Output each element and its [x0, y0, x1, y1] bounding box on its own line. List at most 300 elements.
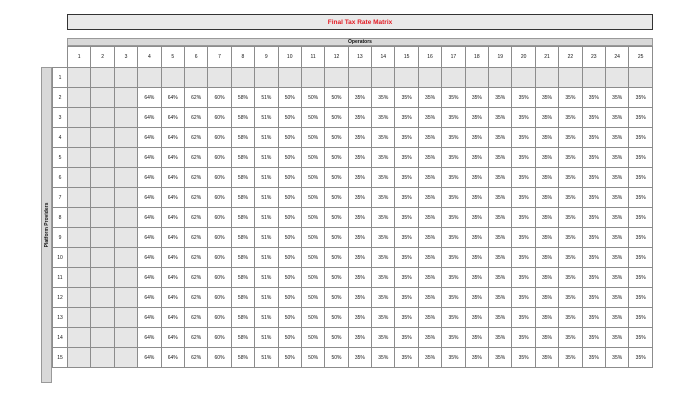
rate-cell: 35%	[582, 108, 605, 128]
rate-cell: 64%	[138, 108, 161, 128]
matrix-body	[53, 68, 653, 368]
matrix-row	[53, 348, 653, 368]
rate-cell: 35%	[395, 348, 418, 368]
rate-cell: 50%	[325, 128, 348, 148]
rate-cell: 35%	[582, 228, 605, 248]
rate-cell: 35%	[582, 288, 605, 308]
empty-cell	[114, 308, 137, 328]
rate-cell: 51%	[255, 248, 278, 268]
rate-cell: 62%	[184, 128, 207, 148]
rate-cell: 35%	[465, 268, 488, 288]
rate-cell: 35%	[559, 168, 582, 188]
rate-cell: 35%	[629, 308, 653, 328]
column-header: 12	[325, 47, 348, 68]
rate-cell: 64%	[138, 228, 161, 248]
rate-cell: 35%	[489, 268, 512, 288]
empty-cell	[68, 248, 91, 268]
rate-cell: 35%	[489, 128, 512, 148]
rate-cell: 58%	[231, 128, 254, 148]
rate-cell: 35%	[395, 188, 418, 208]
rate-cell: 50%	[278, 88, 301, 108]
rate-cell: 35%	[395, 88, 418, 108]
empty-cell	[114, 128, 137, 148]
rate-cell: 58%	[231, 348, 254, 368]
rate-cell: 58%	[231, 308, 254, 328]
empty-cell	[512, 68, 535, 88]
rate-cell: 35%	[465, 188, 488, 208]
title-box	[67, 14, 653, 30]
column-header: 2	[91, 47, 114, 68]
rate-cell: 35%	[442, 188, 465, 208]
rate-cell: 35%	[489, 188, 512, 208]
empty-cell	[114, 208, 137, 228]
rate-cell: 35%	[582, 208, 605, 228]
rate-cell: 35%	[418, 228, 441, 248]
rate-cell: 35%	[395, 148, 418, 168]
rate-cell: 35%	[512, 108, 535, 128]
rate-cell: 35%	[348, 248, 371, 268]
rate-cell: 35%	[442, 228, 465, 248]
rate-cell: 50%	[301, 248, 324, 268]
rate-cell: 50%	[278, 188, 301, 208]
empty-cell	[348, 68, 371, 88]
column-header: 23	[582, 47, 605, 68]
rate-cell: 50%	[278, 148, 301, 168]
rate-cell: 35%	[629, 208, 653, 228]
rate-cell: 35%	[418, 348, 441, 368]
matrix-row	[53, 328, 653, 348]
rate-cell: 64%	[138, 148, 161, 168]
rate-cell: 35%	[512, 88, 535, 108]
empty-cell	[114, 288, 137, 308]
column-header: 8	[231, 47, 254, 68]
empty-cell	[161, 68, 184, 88]
rate-cell: 60%	[208, 328, 231, 348]
rate-cell: 35%	[442, 128, 465, 148]
rate-cell: 35%	[465, 208, 488, 228]
rate-cell: 35%	[605, 288, 628, 308]
rate-cell: 35%	[629, 248, 653, 268]
rate-cell: 35%	[465, 148, 488, 168]
column-header: 18	[465, 47, 488, 68]
row-header: 10	[53, 248, 68, 268]
rate-cell: 35%	[559, 108, 582, 128]
rate-cell: 35%	[582, 188, 605, 208]
rate-cell: 35%	[442, 328, 465, 348]
rate-cell: 35%	[418, 328, 441, 348]
column-header: 14	[372, 47, 395, 68]
rate-cell: 35%	[582, 148, 605, 168]
rate-cell: 35%	[418, 88, 441, 108]
column-header: 22	[559, 47, 582, 68]
rate-cell: 35%	[629, 268, 653, 288]
rate-cell: 51%	[255, 208, 278, 228]
rate-cell: 35%	[559, 228, 582, 248]
rate-cell: 50%	[325, 188, 348, 208]
rate-cell: 35%	[348, 108, 371, 128]
empty-cell	[535, 68, 558, 88]
empty-cell	[114, 188, 137, 208]
rate-cell: 35%	[629, 288, 653, 308]
column-header: 21	[535, 47, 558, 68]
rate-cell: 35%	[489, 228, 512, 248]
empty-cell	[114, 88, 137, 108]
rate-cell: 62%	[184, 228, 207, 248]
row-header: 15	[53, 348, 68, 368]
rate-cell: 60%	[208, 288, 231, 308]
rate-cell: 50%	[325, 88, 348, 108]
rate-cell: 35%	[512, 268, 535, 288]
rate-cell: 35%	[629, 228, 653, 248]
rate-cell: 35%	[348, 288, 371, 308]
rate-cell: 35%	[418, 248, 441, 268]
rate-cell: 35%	[535, 108, 558, 128]
rate-cell: 35%	[395, 168, 418, 188]
rate-cell: 64%	[138, 88, 161, 108]
rate-cell: 35%	[489, 308, 512, 328]
rate-cell: 64%	[161, 128, 184, 148]
rate-cell: 35%	[372, 188, 395, 208]
column-header: 19	[489, 47, 512, 68]
row-header: 9	[53, 228, 68, 248]
rate-cell: 35%	[372, 228, 395, 248]
rate-cell: 35%	[395, 308, 418, 328]
rate-cell: 62%	[184, 168, 207, 188]
row-header: 3	[53, 108, 68, 128]
rate-cell: 64%	[138, 188, 161, 208]
rate-cell: 35%	[489, 208, 512, 228]
matrix-row	[53, 268, 653, 288]
empty-cell	[114, 168, 137, 188]
rate-cell: 64%	[161, 348, 184, 368]
rate-cell: 50%	[301, 328, 324, 348]
rate-cell: 64%	[161, 148, 184, 168]
rate-cell: 35%	[512, 228, 535, 248]
column-header: 9	[255, 47, 278, 68]
empty-cell	[114, 328, 137, 348]
rate-cell: 64%	[138, 248, 161, 268]
rate-cell: 35%	[372, 328, 395, 348]
empty-cell	[68, 268, 91, 288]
operators-header-band	[67, 38, 653, 46]
rate-cell: 35%	[582, 168, 605, 188]
rate-cell: 35%	[605, 148, 628, 168]
rate-cell: 35%	[372, 128, 395, 148]
rate-cell: 50%	[278, 248, 301, 268]
matrix-row	[53, 288, 653, 308]
rate-cell: 60%	[208, 348, 231, 368]
rate-cell: 60%	[208, 268, 231, 288]
empty-cell	[68, 88, 91, 108]
rate-cell: 35%	[442, 348, 465, 368]
rate-cell: 64%	[161, 248, 184, 268]
row-header: 11	[53, 268, 68, 288]
rate-cell: 51%	[255, 348, 278, 368]
rate-cell: 64%	[138, 348, 161, 368]
rate-cell: 51%	[255, 268, 278, 288]
rate-cell: 62%	[184, 208, 207, 228]
rate-cell: 35%	[418, 308, 441, 328]
rate-cell: 35%	[418, 188, 441, 208]
rate-cell: 51%	[255, 88, 278, 108]
rate-cell: 35%	[582, 308, 605, 328]
rate-cell: 35%	[465, 348, 488, 368]
rate-cell: 50%	[278, 208, 301, 228]
rate-cell: 58%	[231, 228, 254, 248]
rate-cell: 35%	[418, 128, 441, 148]
empty-cell	[68, 128, 91, 148]
rate-cell: 51%	[255, 108, 278, 128]
rate-cell: 35%	[512, 328, 535, 348]
empty-cell	[68, 68, 91, 88]
rate-cell: 35%	[372, 168, 395, 188]
rate-cell: 35%	[512, 308, 535, 328]
rate-cell: 50%	[278, 288, 301, 308]
rate-cell: 60%	[208, 128, 231, 148]
column-header: 5	[161, 47, 184, 68]
rate-cell: 35%	[442, 248, 465, 268]
rate-cell: 35%	[582, 128, 605, 148]
rate-cell: 35%	[418, 148, 441, 168]
empty-cell	[442, 68, 465, 88]
rate-cell: 35%	[582, 348, 605, 368]
rate-cell: 50%	[325, 348, 348, 368]
rate-cell: 35%	[629, 148, 653, 168]
rate-cell: 35%	[489, 88, 512, 108]
rate-cell: 35%	[442, 308, 465, 328]
rate-cell: 35%	[629, 168, 653, 188]
empty-cell	[255, 68, 278, 88]
rate-cell: 50%	[301, 88, 324, 108]
rate-cell: 62%	[184, 268, 207, 288]
rate-cell: 35%	[605, 128, 628, 148]
rate-cell: 60%	[208, 308, 231, 328]
column-header: 1	[68, 47, 91, 68]
rate-cell: 35%	[418, 208, 441, 228]
rate-cell: 50%	[325, 228, 348, 248]
rate-cell: 35%	[418, 108, 441, 128]
rate-cell: 35%	[465, 328, 488, 348]
rate-cell: 35%	[629, 128, 653, 148]
rate-cell: 64%	[138, 288, 161, 308]
rate-cell: 35%	[629, 348, 653, 368]
empty-cell	[114, 68, 137, 88]
matrix-corner	[53, 47, 68, 68]
rate-cell: 64%	[138, 168, 161, 188]
rate-cell: 35%	[559, 88, 582, 108]
rate-cell: 35%	[512, 248, 535, 268]
rate-cell: 64%	[161, 268, 184, 288]
rate-cell: 50%	[278, 228, 301, 248]
rate-cell: 58%	[231, 328, 254, 348]
empty-cell	[372, 68, 395, 88]
rate-cell: 60%	[208, 188, 231, 208]
rate-cell: 35%	[372, 348, 395, 368]
rate-cell: 35%	[559, 288, 582, 308]
rate-cell: 35%	[559, 328, 582, 348]
rate-cell: 35%	[372, 308, 395, 328]
rate-cell: 35%	[442, 288, 465, 308]
matrix-row	[53, 88, 653, 108]
rate-cell: 35%	[372, 88, 395, 108]
empty-cell	[68, 108, 91, 128]
row-header: 4	[53, 128, 68, 148]
rate-cell: 35%	[629, 188, 653, 208]
row-header: 1	[53, 68, 68, 88]
rate-cell: 62%	[184, 328, 207, 348]
column-header: 16	[418, 47, 441, 68]
rate-cell: 35%	[348, 328, 371, 348]
rate-cell: 35%	[395, 248, 418, 268]
empty-cell	[68, 288, 91, 308]
column-header: 15	[395, 47, 418, 68]
empty-cell	[325, 68, 348, 88]
rate-cell: 35%	[348, 228, 371, 248]
matrix-row	[53, 108, 653, 128]
empty-cell	[114, 228, 137, 248]
rate-cell: 50%	[325, 148, 348, 168]
rate-cell: 50%	[301, 128, 324, 148]
rate-cell: 35%	[489, 328, 512, 348]
rate-cell: 35%	[465, 128, 488, 148]
rate-cell: 62%	[184, 188, 207, 208]
empty-cell	[91, 148, 114, 168]
rate-cell: 60%	[208, 168, 231, 188]
rate-cell: 35%	[629, 108, 653, 128]
rate-cell: 50%	[301, 168, 324, 188]
rate-cell: 35%	[395, 328, 418, 348]
rate-cell: 60%	[208, 108, 231, 128]
rate-cell: 35%	[535, 348, 558, 368]
rate-cell: 35%	[489, 168, 512, 188]
rate-cell: 35%	[605, 108, 628, 128]
row-header: 12	[53, 288, 68, 308]
matrix-title: Final Tax Rate Matrix	[327, 18, 393, 26]
empty-cell	[418, 68, 441, 88]
matrix-row	[53, 188, 653, 208]
rate-cell: 35%	[512, 348, 535, 368]
rate-cell: 35%	[559, 268, 582, 288]
rate-cell: 51%	[255, 328, 278, 348]
empty-cell	[605, 68, 628, 88]
rate-cell: 64%	[161, 288, 184, 308]
column-header: 3	[114, 47, 137, 68]
rate-cell: 50%	[325, 308, 348, 328]
empty-cell	[231, 68, 254, 88]
rate-cell: 50%	[301, 308, 324, 328]
empty-cell	[114, 148, 137, 168]
rate-cell: 35%	[465, 88, 488, 108]
rate-cell: 62%	[184, 288, 207, 308]
platform-providers-label: Platform Providers	[43, 202, 50, 248]
rate-cell: 60%	[208, 88, 231, 108]
platform-providers-band	[41, 67, 52, 383]
empty-cell	[114, 108, 137, 128]
rate-cell: 35%	[559, 348, 582, 368]
rate-cell: 35%	[582, 328, 605, 348]
rate-cell: 35%	[535, 148, 558, 168]
rate-cell: 35%	[559, 128, 582, 148]
rate-cell: 35%	[418, 288, 441, 308]
row-header: 14	[53, 328, 68, 348]
rate-cell: 60%	[208, 228, 231, 248]
empty-cell	[68, 188, 91, 208]
rate-cell: 50%	[301, 228, 324, 248]
empty-cell	[114, 348, 137, 368]
empty-cell	[68, 328, 91, 348]
rate-cell: 35%	[348, 128, 371, 148]
rate-cell: 35%	[395, 228, 418, 248]
rate-cell: 35%	[605, 248, 628, 268]
rate-cell: 50%	[301, 188, 324, 208]
rate-cell: 51%	[255, 148, 278, 168]
empty-cell	[91, 108, 114, 128]
rate-cell: 35%	[559, 188, 582, 208]
empty-cell	[582, 68, 605, 88]
empty-cell	[114, 248, 137, 268]
rate-cell: 35%	[395, 208, 418, 228]
rate-cell: 35%	[348, 188, 371, 208]
empty-cell	[91, 328, 114, 348]
rate-cell: 35%	[465, 228, 488, 248]
rate-cell: 50%	[325, 268, 348, 288]
rate-cell: 58%	[231, 108, 254, 128]
matrix-row	[53, 208, 653, 228]
operators-label: Operators	[348, 39, 372, 45]
row-header: 13	[53, 308, 68, 328]
rate-cell: 64%	[138, 328, 161, 348]
rate-cell: 35%	[465, 308, 488, 328]
rate-cell: 35%	[582, 268, 605, 288]
row-header: 5	[53, 148, 68, 168]
rate-cell: 64%	[161, 328, 184, 348]
rate-cell: 50%	[325, 168, 348, 188]
rate-cell: 51%	[255, 188, 278, 208]
rate-cell: 35%	[559, 208, 582, 228]
rate-cell: 35%	[582, 248, 605, 268]
rate-cell: 62%	[184, 88, 207, 108]
empty-cell	[301, 68, 324, 88]
rate-cell: 58%	[231, 148, 254, 168]
column-header: 7	[208, 47, 231, 68]
column-header: 13	[348, 47, 371, 68]
rate-cell: 35%	[535, 308, 558, 328]
rate-cell: 35%	[465, 168, 488, 188]
rate-cell: 50%	[301, 348, 324, 368]
rate-cell: 50%	[278, 348, 301, 368]
empty-cell	[91, 288, 114, 308]
empty-cell	[138, 68, 161, 88]
rate-cell: 35%	[372, 148, 395, 168]
rate-cell: 35%	[559, 248, 582, 268]
rate-cell: 64%	[161, 88, 184, 108]
empty-cell	[91, 228, 114, 248]
rate-cell: 35%	[442, 108, 465, 128]
rate-cell: 35%	[605, 348, 628, 368]
rate-cell: 35%	[535, 188, 558, 208]
rate-cell: 35%	[372, 288, 395, 308]
column-header: 6	[184, 47, 207, 68]
rate-cell: 35%	[489, 148, 512, 168]
rate-cell: 35%	[629, 88, 653, 108]
rate-cell: 35%	[512, 148, 535, 168]
rate-cell: 35%	[559, 308, 582, 328]
column-header: 4	[138, 47, 161, 68]
rate-cell: 58%	[231, 188, 254, 208]
rate-cell: 35%	[442, 208, 465, 228]
rate-cell: 35%	[512, 188, 535, 208]
rate-cell: 35%	[442, 148, 465, 168]
